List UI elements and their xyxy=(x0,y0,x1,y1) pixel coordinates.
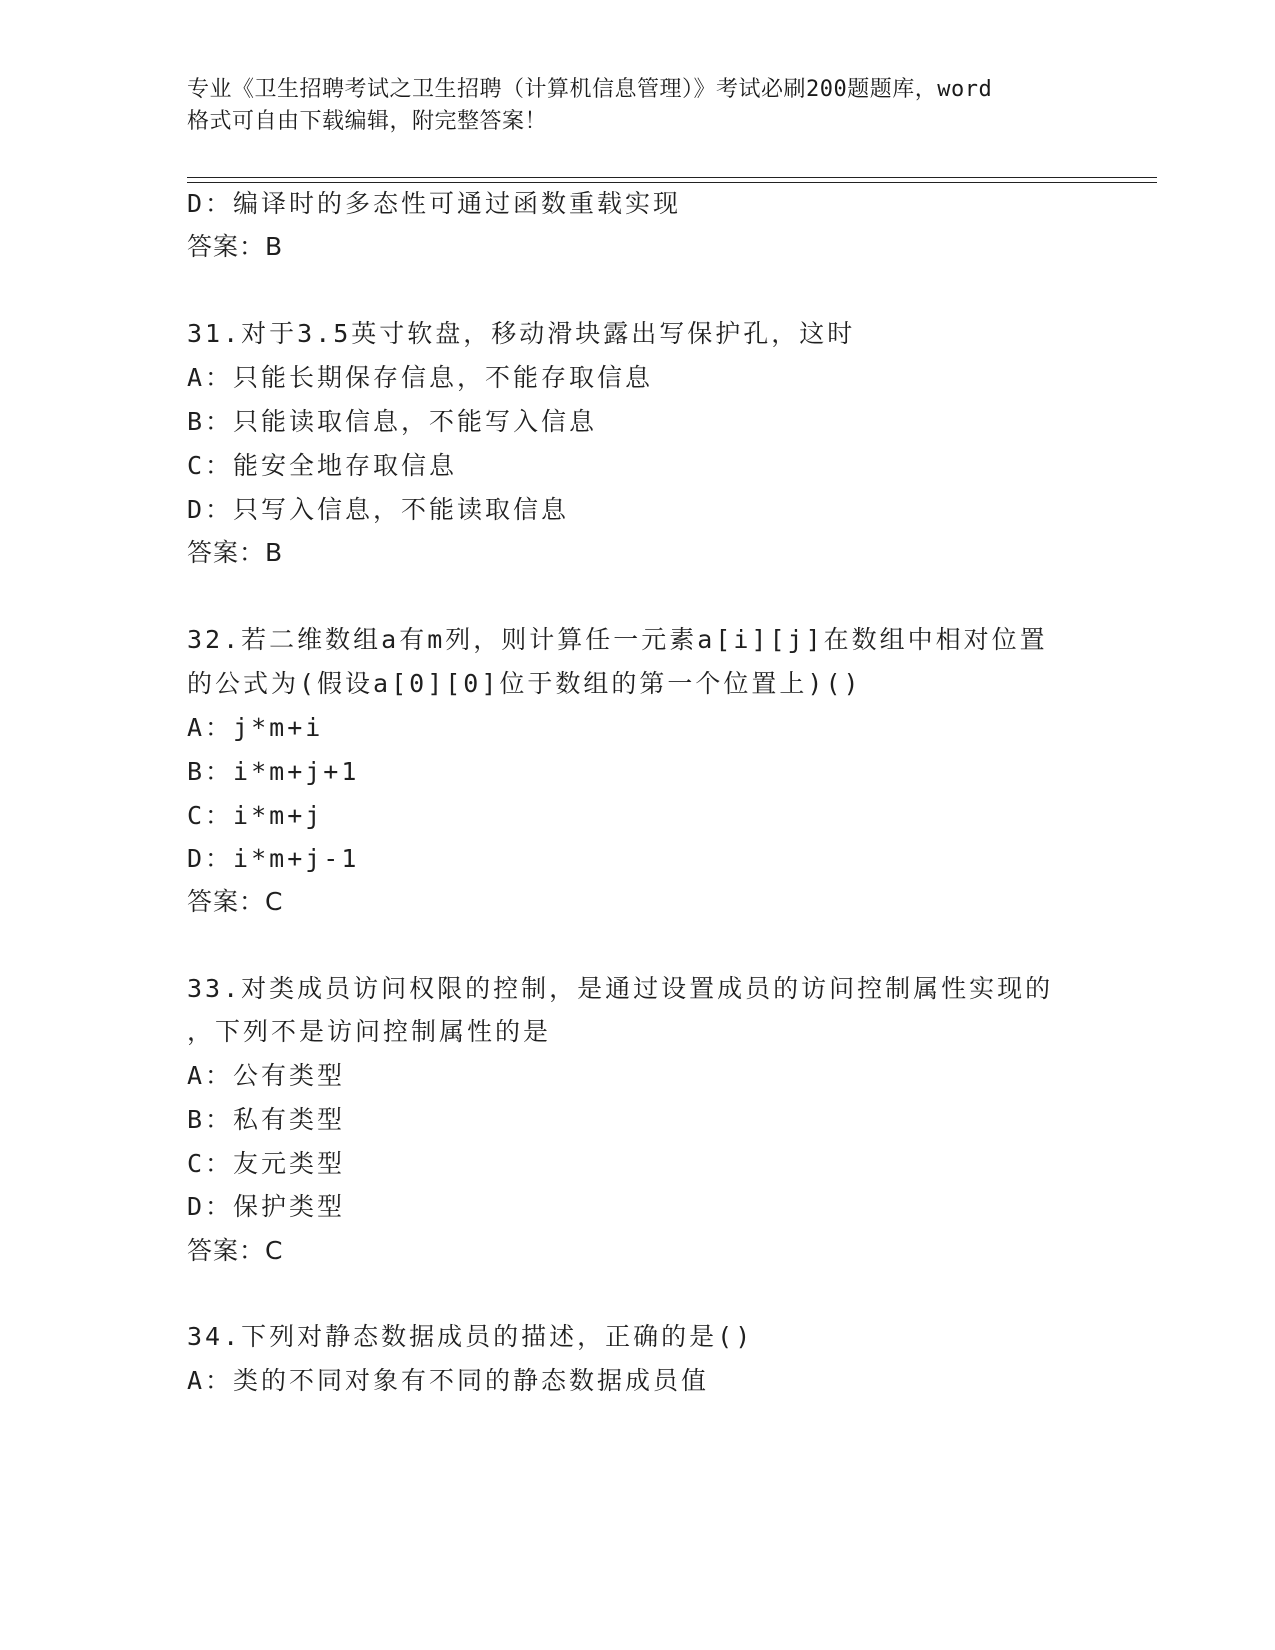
q32-answer: 答案：C xyxy=(187,887,284,916)
q31-answer: 答案：B xyxy=(187,538,284,567)
document-header xyxy=(187,74,1087,138)
q34-option-a: A：类的不同对象有不同的静态数据成员值 xyxy=(187,1366,710,1395)
q32-stem-line-1: 32.若二维数组a有m列，则计算任一元素a[i][j]在数组中相对位置 xyxy=(187,625,1048,654)
q32-option-a: A：j*m+i xyxy=(187,713,324,742)
q33-option-b: B：私有类型 xyxy=(187,1105,346,1134)
q33-answer: 答案：C xyxy=(187,1236,284,1265)
q31-option-a: A：只能长期保存信息，不能存取信息 xyxy=(187,363,654,392)
header-divider xyxy=(187,177,1157,178)
header-divider-secondary xyxy=(187,182,1157,183)
q32-stem-line-2: 的公式为(假设a[0][0]位于数组的第一个位置上)() xyxy=(187,669,862,698)
q33-stem-line-2: ，下列不是访问控制属性的是 xyxy=(187,1017,552,1046)
header-line-2: 格式可自由下载编辑，附完整答案！ xyxy=(187,109,548,134)
q30-answer: 答案：B xyxy=(187,232,284,261)
q32-option-d: D：i*m+j-1 xyxy=(187,844,360,873)
q31-stem: 31.对于3.5英寸软盘，移动滑块露出写保护孔，这时 xyxy=(187,319,856,348)
q32-option-b: B：i*m+j+1 xyxy=(187,757,360,786)
q33-option-d: D：保护类型 xyxy=(187,1192,346,1221)
header-line-1: 专业《卫生招聘考试之卫生招聘（计算机信息管理）》考试必刷200题题库，word xyxy=(187,77,993,102)
q30-option-d: D：编译时的多态性可通过函数重载实现 xyxy=(187,189,682,218)
q33-stem-line-1: 33.对类成员访问权限的控制，是通过设置成员的访问控制属性实现的 xyxy=(187,974,1054,1003)
q33-option-a: A：公有类型 xyxy=(187,1061,346,1090)
q31-option-b: B：只能读取信息，不能写入信息 xyxy=(187,407,598,436)
q31-option-c: C：能安全地存取信息 xyxy=(187,451,458,480)
q33-option-c: C：友元类型 xyxy=(187,1149,346,1178)
q31-option-d: D：只写入信息，不能读取信息 xyxy=(187,495,570,524)
q34-stem: 34.下列对静态数据成员的描述，正确的是() xyxy=(187,1322,754,1351)
q32-option-c: C：i*m+j xyxy=(187,801,324,830)
